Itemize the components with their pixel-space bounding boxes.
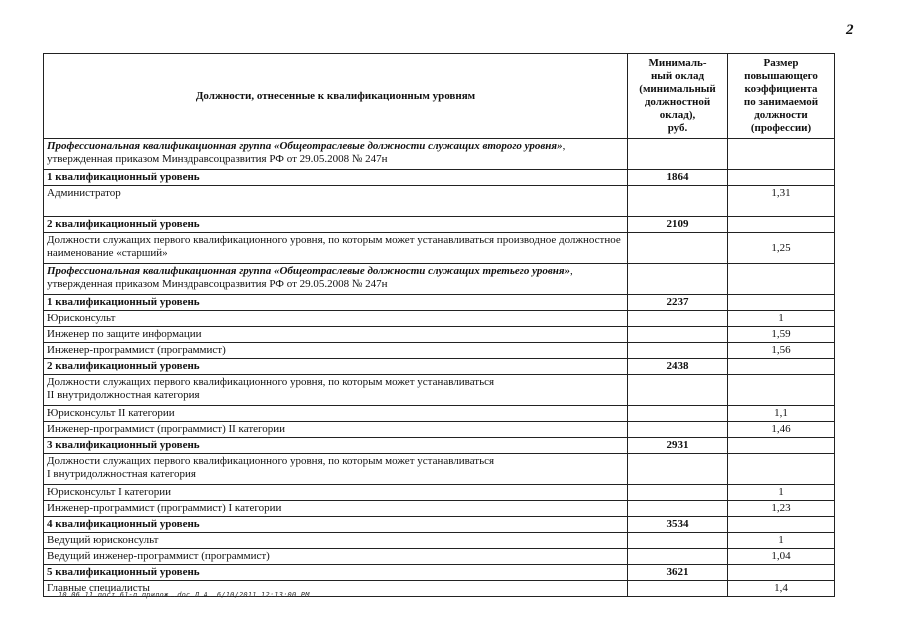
table-row (44, 485, 835, 501)
salary-value: 1864 (628, 170, 728, 186)
table-row (44, 343, 835, 359)
coefficient-value: 1,46 (728, 422, 835, 438)
table-row (44, 233, 835, 264)
salary-value: 2931 (628, 438, 728, 454)
table-row (44, 517, 835, 533)
level-label: 2 квалификационный уровень (44, 217, 628, 233)
header-min-salary (628, 54, 728, 139)
group-name: Профессиональная квалификационная группа «Общеотраслевые должности служащих второго уровня» (47, 140, 563, 152)
coefficient-value: 1 (728, 311, 835, 327)
group-row (44, 264, 835, 295)
table-row (44, 406, 835, 422)
position-label: Инженер-программист (программист) II категории (44, 422, 628, 438)
coefficient-value: 1,4 (728, 581, 835, 597)
header-min-salary-text: Минималь- ный оклад (минимальный должностной оклад), руб. (639, 57, 716, 134)
position-label: Юрисконсульт I категории (44, 485, 628, 501)
level-label: 1 квалификационный уровень (44, 295, 628, 311)
salary-value: 3534 (628, 517, 728, 533)
table-row (44, 565, 835, 581)
table-row (44, 375, 835, 406)
position-label: Должности служащих первого квалификационного уровня, по которым может устанавливаться производное должностное наименование «старший» (44, 233, 628, 264)
position-label: Должности служащих первого квалификационного уровня, по которым может устанавливаться (47, 455, 495, 467)
coefficient-value: 1,56 (728, 343, 835, 359)
position-label: Должности служащих первого квалификационного уровня, по которым может устанавливаться (47, 376, 495, 388)
group-row (44, 139, 835, 170)
coefficient-value: 1,04 (728, 549, 835, 565)
table-row (44, 295, 835, 311)
level-label: 3 квалификационный уровень (44, 438, 628, 454)
group-order: , утвержденная приказом Минздравсоцразвития РФ от 29.05.2008 № 247н (47, 140, 566, 165)
position-category: I внутридолжностная категория (47, 468, 196, 480)
table-row (44, 501, 835, 517)
salary-value: 2109 (628, 217, 728, 233)
salary-value: 2237 (628, 295, 728, 311)
table-row (44, 186, 835, 217)
level-label: 2 квалификационный уровень (44, 359, 628, 375)
position-label: Инженер-программист (программист) (44, 343, 628, 359)
header-positions: Должности, отнесенные к квалификационным уровням (44, 54, 628, 139)
table-row (44, 533, 835, 549)
coefficient-value: 1 (728, 533, 835, 549)
level-label: 5 квалификационный уровень (44, 565, 628, 581)
coefficient-value: 1,25 (728, 233, 835, 264)
position-label: Инженер по защите информации (44, 327, 628, 343)
coefficient-value: 1,59 (728, 327, 835, 343)
position-label: Ведущий инженер-программист (программист) (44, 549, 628, 565)
position-label: Администратор (44, 186, 628, 217)
coefficient-value: 1,23 (728, 501, 835, 517)
position-label: Ведущий юрисконсульт (44, 533, 628, 549)
header-coefficient-text: Размер повышающего коэффициента по занимаемой должности (профессии) (743, 57, 819, 134)
table-row (44, 422, 835, 438)
table-row (44, 454, 835, 485)
position-label: Инженер-программист (программист) I категории (44, 501, 628, 517)
coefficient-value: 1,31 (728, 186, 835, 217)
group-order: , утвержденная приказом Минздравсоцразвития РФ от 29.05.2008 № 247н (47, 265, 573, 290)
table-row (44, 170, 835, 186)
table-row (44, 217, 835, 233)
level-label: 4 квалификационный уровень (44, 517, 628, 533)
header-coefficient (728, 54, 835, 139)
level-label: 1 квалификационный уровень (44, 170, 628, 186)
salary-value: 3621 (628, 565, 728, 581)
position-category: II внутридолжностная категория (47, 389, 200, 401)
table-row (44, 438, 835, 454)
position-label: Юрисконсульт II категории (44, 406, 628, 422)
group-name: Профессиональная квалификационная группа «Общеотраслевые должности служащих третьего уровня» (47, 265, 571, 277)
table-row (44, 549, 835, 565)
table-row (44, 311, 835, 327)
file-footer: 10.06.11 пост.61-п.прилож..doc Л.А. 6/10/2011 12:13:00 PM (58, 591, 310, 599)
table-row (44, 359, 835, 375)
page-number: 2 (846, 22, 854, 38)
salary-table (43, 53, 835, 597)
coefficient-value: 1,1 (728, 406, 835, 422)
salary-value: 2438 (628, 359, 728, 375)
position-label: Юрисконсульт (44, 311, 628, 327)
coefficient-value: 1 (728, 485, 835, 501)
position-label: Главные специалисты (44, 581, 628, 597)
table-row (44, 327, 835, 343)
table-header-row (44, 54, 835, 139)
